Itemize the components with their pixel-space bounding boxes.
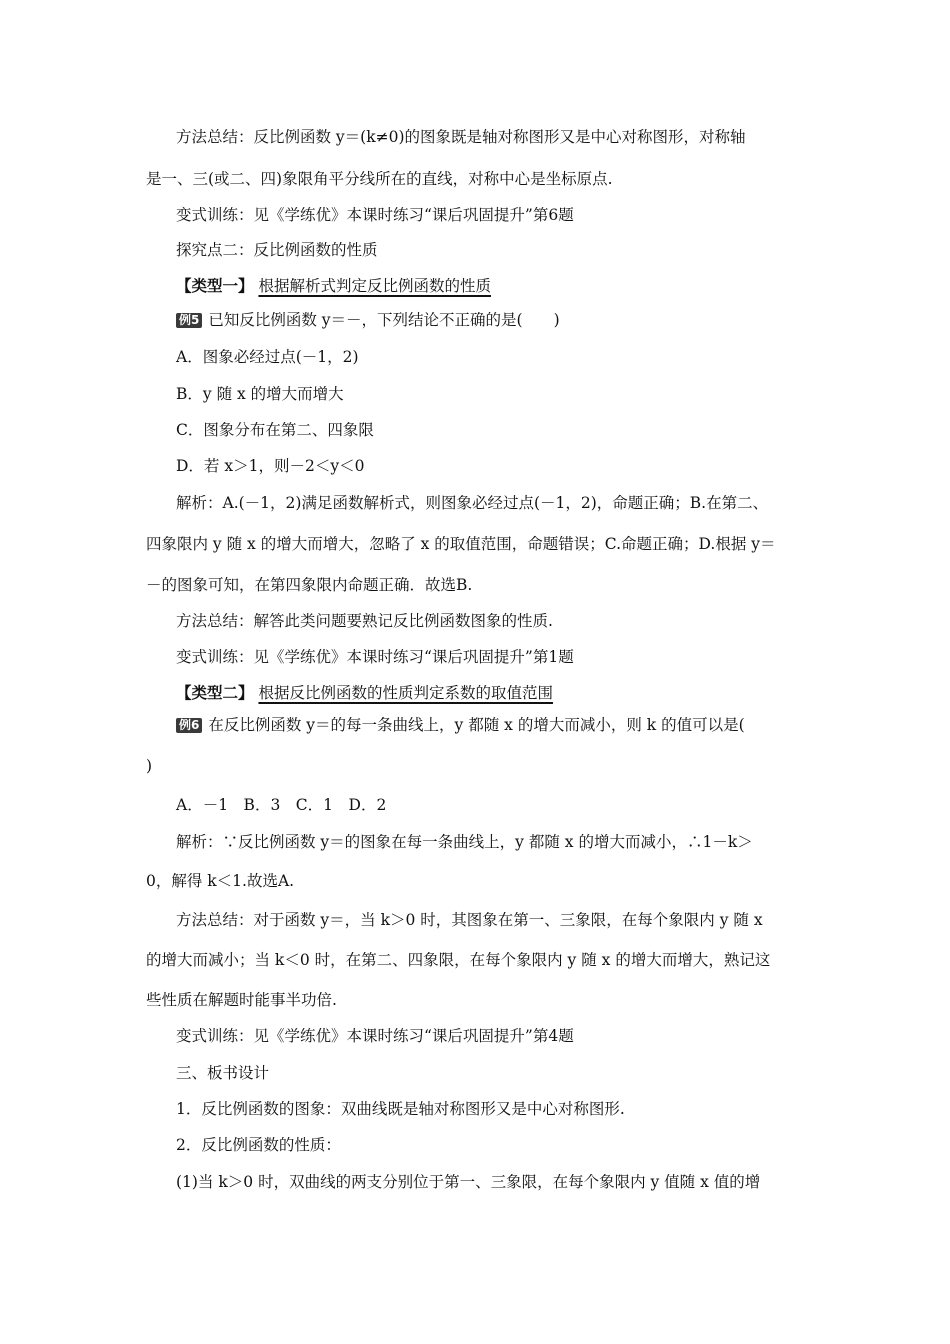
- analysis-5-line-2: 四象限内 y 随 x 的增大而增大，忽略了 x 的取值范围，命题错误；C.命题正确；D.根据 y＝: [146, 535, 776, 553]
- method-summary-3-line-2: 的增大而减小；当 k＜0 时，在第二、四象限，在每个象限内 y 随 x 的增大而增大，熟记这: [146, 951, 771, 969]
- type-two-title: 根据反比例函数的性质判定系数的取值范围: [258, 684, 553, 702]
- example-6-options: A．－1 B．3 C．1 D．2: [176, 796, 387, 814]
- analysis-6-line-2: 0，解得 k＜1.故选A.: [146, 872, 295, 890]
- board-item-1: 1．反比例函数的图象：双曲线既是轴对称图形又是中心对称图形.: [176, 1100, 625, 1118]
- example-6-question-cont: ): [146, 757, 153, 775]
- analysis-6-line-1: 解析：∵反比例函数 y＝的图象在每一条曲线上，y 都随 x 的增大而减小，∴1－k＞: [176, 833, 753, 851]
- method-summary-3-line-1: 方法总结：对于函数 y＝，当 k＞0 时，其图象在第一、三象限，在每个象限内 y 随 x: [176, 911, 763, 929]
- variant-training-3: 变式训练：见《学练优》本课时练习“课后巩固提升”第4题: [176, 1027, 574, 1045]
- method-summary-1: 方法总结：反比例函数 y＝(k≠0)的图象既是轴对称图形又是中心对称图形，对称轴: [176, 128, 746, 146]
- example-5-text: 已知反比例函数 y＝－，下列结论不正确的是( ): [208, 311, 560, 329]
- example-6-text: 在反比例函数 y＝的每一条曲线上，y 都随 x 的增大而减小，则 k 的值可以是(: [208, 716, 745, 734]
- option-d: D．若 x＞1，则－2＜y＜0: [176, 457, 365, 475]
- type-two-heading: [176, 683, 856, 703]
- board-item-2: 2．反比例函数的性质：: [176, 1136, 341, 1154]
- method-summary-1-cont: 是一、三(或二、四)象限角平分线所在的直线，对称中心是坐标原点.: [146, 170, 613, 188]
- section-heading-explore-2: 探究点二：反比例函数的性质: [176, 241, 378, 259]
- type-one-heading: [176, 276, 856, 296]
- type-one-label: 【类型一】: [176, 276, 254, 295]
- method-summary-3-line-3: 些性质在解题时能事半功倍.: [146, 991, 337, 1009]
- board-item-2-sub-1: (1)当 k＞0 时，双曲线的两支分别位于第一、三象限，在每个象限内 y 值随 x 值的增: [176, 1173, 761, 1191]
- section-heading-board-design: 三、板书设计: [176, 1064, 270, 1082]
- analysis-5-line-3: －的图象可知，在第四象限内命题正确．故选B.: [146, 576, 473, 594]
- type-one-title: 根据解析式判定反比例函数的性质: [258, 277, 491, 295]
- example-5-badge: 例5: [176, 313, 202, 328]
- variant-training-2: 变式训练：见《学练优》本课时练习“课后巩固提升”第1题: [176, 648, 574, 666]
- variant-training-1: 变式训练：见《学练优》本课时练习“课后巩固提升”第6题: [176, 206, 574, 224]
- option-b: B．y 随 x 的增大而增大: [176, 385, 344, 403]
- example-5-question: [176, 310, 856, 330]
- example-6-question: [176, 715, 856, 735]
- option-a: A．图象必经过点(－1，2): [176, 348, 359, 366]
- analysis-5-line-1: 解析：A.(－1，2)满足函数解析式，则图象必经过点(－1，2)，命题正确；B.在第二、: [176, 494, 769, 512]
- method-summary-2: 方法总结：解答此类问题要熟记反比例函数图象的性质.: [176, 612, 553, 630]
- option-c: C．图象分布在第二、四象限: [176, 421, 374, 439]
- example-6-badge: 例6: [176, 718, 202, 733]
- type-two-label: 【类型二】: [176, 683, 254, 702]
